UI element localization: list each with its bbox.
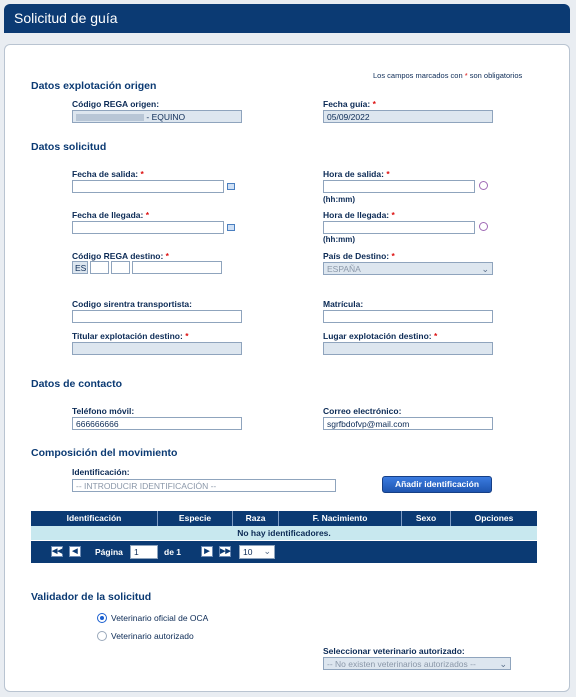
- hora-llegada-format: (hh:mm): [323, 235, 355, 244]
- next-page-icon[interactable]: ▶: [201, 546, 213, 557]
- empty-table-message: No hay identificadores.: [31, 526, 537, 540]
- titular-destino-field: [72, 342, 242, 355]
- calendar-icon[interactable]: [227, 183, 235, 190]
- correo-input[interactable]: sgrfbdofvp@mail.com: [323, 417, 493, 430]
- lugar-destino-field: [323, 342, 493, 355]
- column-header[interactable]: Raza: [233, 511, 279, 526]
- correo-label: Correo electrónico:: [323, 406, 402, 416]
- identificadores-table-header: [31, 511, 537, 526]
- clock-icon[interactable]: [479, 222, 488, 231]
- calendar-icon[interactable]: [227, 224, 235, 231]
- radio-veterinario-oficial[interactable]: [97, 613, 107, 623]
- window-title: Solicitud de guía: [4, 4, 570, 33]
- section-contacto-heading: Datos de contacto: [31, 378, 123, 390]
- radio-veterinario-autorizado[interactable]: [97, 631, 107, 641]
- per-page-select[interactable]: 10 ⌄: [239, 545, 275, 559]
- table-pager: [31, 541, 537, 563]
- radio-veterinario-autorizado-label[interactable]: Veterinario autorizado: [111, 631, 194, 641]
- section-solicitud-heading: Datos solicitud: [31, 141, 107, 153]
- fecha-llegada-input[interactable]: [72, 221, 224, 234]
- prev-page-icon[interactable]: ◀: [69, 546, 81, 557]
- hora-salida-label: Hora de salida: *: [323, 169, 390, 179]
- rega-destino-part3[interactable]: [132, 261, 222, 274]
- hora-llegada-input[interactable]: [323, 221, 475, 234]
- chevron-down-icon: ⌄: [481, 264, 489, 274]
- identificacion-input[interactable]: -- INTRODUCIR IDENTIFICACIÓN --: [72, 479, 336, 492]
- rega-destino-label: Código REGA destino: *: [72, 251, 169, 261]
- column-header[interactable]: F. Nacimiento: [279, 511, 402, 526]
- section-origen-heading: Datos explotación origen: [31, 80, 157, 92]
- radio-veterinario-oficial-label[interactable]: Veterinario oficial de OCA: [111, 613, 209, 623]
- last-page-icon[interactable]: ▶▶: [220, 548, 231, 555]
- fecha-guia-field: 05/09/2022: [323, 110, 493, 123]
- chevron-down-icon: ⌄: [263, 546, 271, 556]
- telefono-label: Teléfono móvil:: [72, 406, 135, 416]
- fecha-guia-label: Fecha guía: *: [323, 99, 376, 109]
- pais-destino-select[interactable]: ESPAÑA ⌄: [323, 262, 493, 275]
- rega-destino-part1[interactable]: [90, 261, 109, 274]
- section-composicion-heading: Composición del movimiento: [31, 447, 178, 459]
- hora-salida-format: (hh:mm): [323, 195, 355, 204]
- pais-destino-label: País de Destino: *: [323, 251, 395, 261]
- codigo-rega-origen-label: Código REGA origen:: [72, 99, 160, 109]
- sirentra-label: Codigo sirentra transportista:: [72, 299, 192, 309]
- redacted-block: [76, 114, 144, 121]
- page-label: Página: [95, 547, 123, 557]
- fecha-llegada-label: Fecha de llegada: *: [72, 210, 150, 220]
- chevron-down-icon: ⌄: [499, 659, 507, 669]
- hora-salida-input[interactable]: [323, 180, 475, 193]
- rega-destino-prefix: ES: [72, 261, 88, 274]
- required-note: Los campos marcados con * son obligatorios: [373, 71, 523, 80]
- first-page-icon[interactable]: ◀◀: [52, 548, 63, 555]
- column-header[interactable]: Especie: [158, 511, 233, 526]
- column-header[interactable]: Identificación: [31, 511, 158, 526]
- codigo-rega-origen-field: - EQUINO: [72, 110, 242, 123]
- clock-icon[interactable]: [479, 181, 488, 190]
- section-validador-heading: Validador de la solicitud: [31, 591, 152, 603]
- hora-llegada-label: Hora de llegada: *: [323, 210, 395, 220]
- page-number-input[interactable]: 1: [130, 545, 158, 559]
- telefono-input[interactable]: 666666666: [72, 417, 242, 430]
- matricula-input[interactable]: [323, 310, 493, 323]
- titular-destino-label: Titular explotación destino: *: [72, 331, 189, 341]
- fecha-salida-label: Fecha de salida: *: [72, 169, 144, 179]
- page-total: de 1: [164, 547, 182, 557]
- matricula-label: Matrícula:: [323, 299, 364, 309]
- identificacion-label: Identificación:: [72, 467, 130, 477]
- lugar-destino-label: Lugar explotación destino: *: [323, 331, 438, 341]
- add-identificacion-button[interactable]: Añadir identificación: [382, 476, 492, 493]
- rega-destino-part2[interactable]: [111, 261, 130, 274]
- fecha-salida-input[interactable]: [72, 180, 224, 193]
- sirentra-input[interactable]: [72, 310, 242, 323]
- column-header[interactable]: Opciones: [474, 513, 514, 523]
- select-veterinario-label: Seleccionar veterinario autorizado:: [323, 646, 465, 656]
- column-header[interactable]: Sexo: [402, 511, 451, 526]
- select-veterinario[interactable]: -- No existen veterinarios autorizados -- ⌄: [323, 657, 511, 670]
